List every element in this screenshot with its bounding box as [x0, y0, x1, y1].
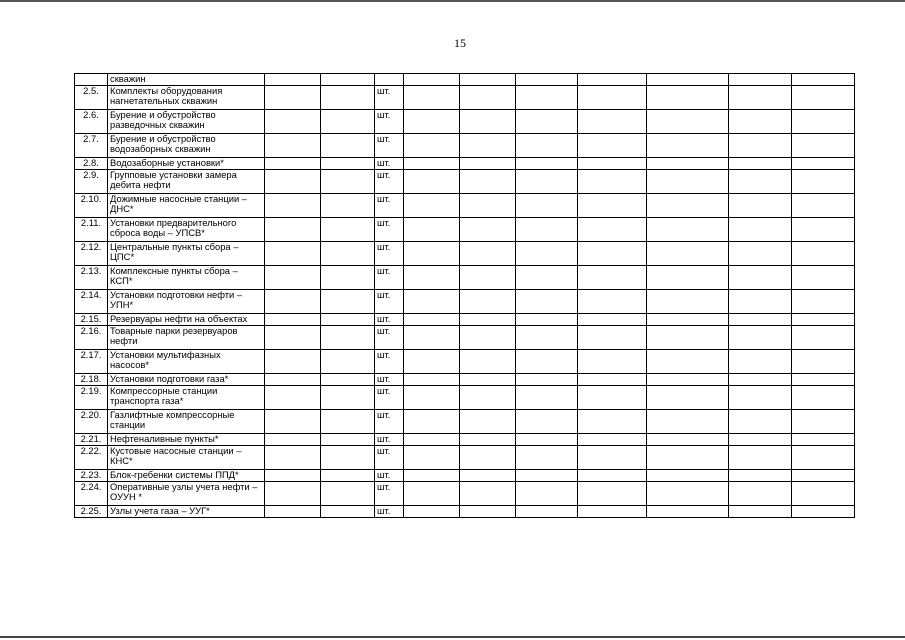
empty-cell — [578, 241, 647, 265]
row-number: 2.17. — [75, 349, 108, 373]
empty-cell — [647, 74, 729, 86]
empty-cell — [792, 74, 855, 86]
row-number: 2.12. — [75, 241, 108, 265]
empty-cell — [729, 373, 792, 385]
row-number: 2.24. — [75, 481, 108, 505]
row-unit: шт. — [375, 505, 404, 517]
empty-cell — [729, 313, 792, 325]
empty-cell — [792, 445, 855, 469]
empty-cell — [578, 349, 647, 373]
empty-cell — [321, 409, 375, 433]
empty-cell — [460, 109, 516, 133]
row-number: 2.23. — [75, 469, 108, 481]
empty-cell — [460, 265, 516, 289]
empty-cell — [647, 409, 729, 433]
row-name: Установки подготовки нефти – УПН* — [108, 289, 265, 313]
row-unit: шт. — [375, 265, 404, 289]
top-border-line — [0, 0, 905, 2]
empty-cell — [265, 373, 321, 385]
empty-cell — [265, 169, 321, 193]
row-name: Кустовые насосные станции – КНС* — [108, 445, 265, 469]
empty-cell — [516, 373, 578, 385]
empty-cell — [460, 85, 516, 109]
empty-cell — [321, 217, 375, 241]
empty-cell — [265, 241, 321, 265]
empty-cell — [321, 325, 375, 349]
empty-cell — [647, 385, 729, 409]
empty-cell — [647, 445, 729, 469]
row-number: 2.13. — [75, 265, 108, 289]
table-body — [75, 74, 855, 518]
empty-cell — [404, 157, 460, 169]
table-row — [75, 157, 855, 169]
empty-cell — [729, 193, 792, 217]
empty-cell — [792, 481, 855, 505]
empty-cell — [460, 313, 516, 325]
table-row — [75, 469, 855, 481]
empty-cell — [729, 109, 792, 133]
row-unit: шт. — [375, 241, 404, 265]
row-number: 2.19. — [75, 385, 108, 409]
row-name: Компрессорные станции транспорта газа* — [108, 385, 265, 409]
empty-cell — [516, 409, 578, 433]
row-name: Оперативные узлы учета нефти – ОУУН * — [108, 481, 265, 505]
empty-cell — [792, 409, 855, 433]
empty-cell — [516, 313, 578, 325]
empty-cell — [404, 481, 460, 505]
row-name: Групповые установки замера дебита нефти — [108, 169, 265, 193]
empty-cell — [516, 289, 578, 313]
empty-cell — [460, 445, 516, 469]
empty-cell — [729, 133, 792, 157]
empty-cell — [647, 169, 729, 193]
row-name: Центральные пункты сбора – ЦПС* — [108, 241, 265, 265]
empty-cell — [404, 289, 460, 313]
empty-cell — [460, 133, 516, 157]
empty-cell — [729, 445, 792, 469]
empty-cell — [578, 133, 647, 157]
empty-cell — [729, 469, 792, 481]
empty-cell — [516, 433, 578, 445]
table-row — [75, 433, 855, 445]
row-unit — [375, 74, 404, 86]
row-name: Узлы учета газа – УУГ* — [108, 505, 265, 517]
empty-cell — [792, 193, 855, 217]
row-unit: шт. — [375, 109, 404, 133]
empty-cell — [321, 109, 375, 133]
table-row — [75, 289, 855, 313]
table-row — [75, 169, 855, 193]
row-name: Дожимные насосные станции – ДНС* — [108, 193, 265, 217]
empty-cell — [516, 385, 578, 409]
empty-cell — [321, 445, 375, 469]
empty-cell — [321, 74, 375, 86]
row-number: 2.22. — [75, 445, 108, 469]
row-unit: шт. — [375, 133, 404, 157]
empty-cell — [460, 481, 516, 505]
table-row — [75, 74, 855, 86]
row-number: 2.7. — [75, 133, 108, 157]
row-name: Установки предварительного сброса воды – УПСВ* — [108, 217, 265, 241]
empty-cell — [404, 433, 460, 445]
row-unit: шт. — [375, 469, 404, 481]
empty-cell — [516, 349, 578, 373]
empty-cell — [729, 349, 792, 373]
table-row — [75, 505, 855, 517]
empty-cell — [647, 325, 729, 349]
empty-cell — [792, 169, 855, 193]
empty-cell — [516, 74, 578, 86]
row-unit: шт. — [375, 217, 404, 241]
empty-cell — [578, 313, 647, 325]
empty-cell — [578, 481, 647, 505]
empty-cell — [321, 289, 375, 313]
empty-cell — [404, 409, 460, 433]
table-row — [75, 241, 855, 265]
empty-cell — [729, 481, 792, 505]
empty-cell — [460, 157, 516, 169]
row-name: Товарные парки резервуаров нефти — [108, 325, 265, 349]
empty-cell — [647, 265, 729, 289]
empty-cell — [647, 289, 729, 313]
row-number: 2.5. — [75, 85, 108, 109]
table-row — [75, 193, 855, 217]
empty-cell — [321, 313, 375, 325]
empty-cell — [578, 373, 647, 385]
empty-cell — [265, 469, 321, 481]
table-row — [75, 373, 855, 385]
empty-cell — [647, 433, 729, 445]
row-unit: шт. — [375, 409, 404, 433]
empty-cell — [404, 349, 460, 373]
row-number: 2.6. — [75, 109, 108, 133]
empty-cell — [792, 109, 855, 133]
empty-cell — [729, 217, 792, 241]
empty-cell — [516, 85, 578, 109]
row-number: 2.21. — [75, 433, 108, 445]
row-name: Газлифтные компрессорные станции — [108, 409, 265, 433]
row-number: 2.11. — [75, 217, 108, 241]
empty-cell — [792, 217, 855, 241]
empty-cell — [647, 241, 729, 265]
empty-cell — [404, 133, 460, 157]
empty-cell — [404, 373, 460, 385]
table-row — [75, 349, 855, 373]
empty-cell — [516, 241, 578, 265]
empty-cell — [265, 325, 321, 349]
empty-cell — [404, 85, 460, 109]
empty-cell — [265, 409, 321, 433]
empty-cell — [265, 349, 321, 373]
empty-cell — [792, 85, 855, 109]
empty-cell — [321, 193, 375, 217]
empty-cell — [792, 433, 855, 445]
empty-cell — [792, 385, 855, 409]
empty-cell — [578, 445, 647, 469]
empty-cell — [578, 74, 647, 86]
table-row — [75, 481, 855, 505]
empty-cell — [792, 313, 855, 325]
table-row — [75, 445, 855, 469]
empty-cell — [321, 481, 375, 505]
page-number: 15 — [454, 36, 466, 50]
empty-cell — [265, 505, 321, 517]
empty-cell — [404, 193, 460, 217]
empty-cell — [265, 157, 321, 169]
empty-cell — [729, 433, 792, 445]
empty-cell — [404, 385, 460, 409]
row-unit: шт. — [375, 445, 404, 469]
empty-cell — [265, 193, 321, 217]
empty-cell — [265, 433, 321, 445]
empty-cell — [460, 469, 516, 481]
row-unit: шт. — [375, 157, 404, 169]
empty-cell — [404, 469, 460, 481]
row-name: Блок-гребенки системы ППД* — [108, 469, 265, 481]
empty-cell — [647, 193, 729, 217]
empty-cell — [647, 85, 729, 109]
empty-cell — [516, 157, 578, 169]
empty-cell — [792, 289, 855, 313]
empty-cell — [321, 157, 375, 169]
empty-cell — [647, 217, 729, 241]
row-number — [75, 74, 108, 86]
empty-cell — [516, 169, 578, 193]
row-unit: шт. — [375, 433, 404, 445]
empty-cell — [729, 85, 792, 109]
empty-cell — [729, 385, 792, 409]
row-name: Резервуары нефти на объектах — [108, 313, 265, 325]
empty-cell — [729, 325, 792, 349]
table-row — [75, 265, 855, 289]
row-unit: шт. — [375, 481, 404, 505]
empty-cell — [729, 241, 792, 265]
table-row — [75, 385, 855, 409]
row-number: 2.18. — [75, 373, 108, 385]
table-row — [75, 409, 855, 433]
empty-cell — [460, 409, 516, 433]
row-number: 2.10. — [75, 193, 108, 217]
empty-cell — [404, 241, 460, 265]
empty-cell — [516, 109, 578, 133]
row-number: 2.16. — [75, 325, 108, 349]
empty-cell — [265, 445, 321, 469]
empty-cell — [460, 241, 516, 265]
empty-cell — [578, 505, 647, 517]
empty-cell — [647, 481, 729, 505]
empty-cell — [404, 505, 460, 517]
data-table — [74, 73, 855, 518]
empty-cell — [460, 385, 516, 409]
row-unit: шт. — [375, 325, 404, 349]
row-name: Комплекты оборудования нагнетательных скважин — [108, 85, 265, 109]
empty-cell — [460, 217, 516, 241]
row-unit: шт. — [375, 193, 404, 217]
empty-cell — [460, 505, 516, 517]
empty-cell — [265, 217, 321, 241]
empty-cell — [265, 481, 321, 505]
empty-cell — [729, 289, 792, 313]
empty-cell — [729, 74, 792, 86]
row-unit: шт. — [375, 349, 404, 373]
row-name: Комплексные пункты сбора – КСП* — [108, 265, 265, 289]
row-number: 2.8. — [75, 157, 108, 169]
empty-cell — [516, 133, 578, 157]
empty-cell — [265, 109, 321, 133]
empty-cell — [321, 373, 375, 385]
empty-cell — [792, 133, 855, 157]
row-unit: шт. — [375, 169, 404, 193]
empty-cell — [404, 265, 460, 289]
empty-cell — [516, 265, 578, 289]
empty-cell — [460, 74, 516, 86]
bottom-border-line — [0, 636, 905, 638]
table-row — [75, 85, 855, 109]
empty-cell — [647, 349, 729, 373]
row-name: Водозаборные установки* — [108, 157, 265, 169]
empty-cell — [321, 349, 375, 373]
empty-cell — [404, 74, 460, 86]
row-number: 2.14. — [75, 289, 108, 313]
empty-cell — [321, 169, 375, 193]
row-number: 2.15. — [75, 313, 108, 325]
row-name: Бурение и обустройство разведочных скважин — [108, 109, 265, 133]
empty-cell — [647, 505, 729, 517]
empty-cell — [265, 265, 321, 289]
empty-cell — [792, 241, 855, 265]
row-name: Нефтеналивные пункты* — [108, 433, 265, 445]
row-unit: шт. — [375, 313, 404, 325]
empty-cell — [792, 505, 855, 517]
table-row — [75, 325, 855, 349]
empty-cell — [460, 325, 516, 349]
empty-cell — [265, 133, 321, 157]
empty-cell — [321, 85, 375, 109]
row-name: Бурение и обустройство водозаборных скважин — [108, 133, 265, 157]
empty-cell — [647, 109, 729, 133]
empty-cell — [792, 157, 855, 169]
empty-cell — [516, 505, 578, 517]
empty-cell — [729, 505, 792, 517]
empty-cell — [265, 289, 321, 313]
row-name: Установки подготовки газа* — [108, 373, 265, 385]
empty-cell — [578, 85, 647, 109]
empty-cell — [578, 433, 647, 445]
empty-cell — [265, 85, 321, 109]
empty-cell — [460, 433, 516, 445]
empty-cell — [404, 445, 460, 469]
empty-cell — [516, 217, 578, 241]
table-row — [75, 133, 855, 157]
empty-cell — [578, 193, 647, 217]
empty-cell — [578, 109, 647, 133]
empty-cell — [404, 325, 460, 349]
empty-cell — [460, 169, 516, 193]
empty-cell — [792, 373, 855, 385]
table-row — [75, 109, 855, 133]
row-unit: шт. — [375, 85, 404, 109]
empty-cell — [516, 193, 578, 217]
empty-cell — [404, 169, 460, 193]
empty-cell — [321, 469, 375, 481]
empty-cell — [265, 313, 321, 325]
empty-cell — [729, 265, 792, 289]
empty-cell — [578, 469, 647, 481]
empty-cell — [792, 349, 855, 373]
empty-cell — [578, 289, 647, 313]
empty-cell — [647, 313, 729, 325]
empty-cell — [647, 157, 729, 169]
empty-cell — [729, 169, 792, 193]
empty-cell — [516, 325, 578, 349]
empty-cell — [321, 241, 375, 265]
empty-cell — [647, 469, 729, 481]
empty-cell — [321, 265, 375, 289]
empty-cell — [404, 217, 460, 241]
empty-cell — [460, 349, 516, 373]
empty-cell — [729, 157, 792, 169]
empty-cell — [578, 217, 647, 241]
row-unit: шт. — [375, 289, 404, 313]
empty-cell — [647, 133, 729, 157]
row-number: 2.25. — [75, 505, 108, 517]
empty-cell — [321, 133, 375, 157]
empty-cell — [578, 325, 647, 349]
empty-cell — [729, 409, 792, 433]
row-unit: шт. — [375, 385, 404, 409]
empty-cell — [460, 193, 516, 217]
empty-cell — [321, 433, 375, 445]
empty-cell — [792, 325, 855, 349]
empty-cell — [404, 109, 460, 133]
empty-cell — [792, 469, 855, 481]
empty-cell — [460, 373, 516, 385]
row-unit: шт. — [375, 373, 404, 385]
empty-cell — [578, 385, 647, 409]
empty-cell — [647, 373, 729, 385]
table-row — [75, 217, 855, 241]
empty-cell — [265, 74, 321, 86]
empty-cell — [321, 505, 375, 517]
empty-cell — [516, 469, 578, 481]
empty-cell — [578, 157, 647, 169]
empty-cell — [578, 265, 647, 289]
row-name: скважин — [108, 74, 265, 86]
empty-cell — [516, 445, 578, 469]
empty-cell — [404, 313, 460, 325]
empty-cell — [265, 385, 321, 409]
table-row — [75, 313, 855, 325]
row-number: 2.9. — [75, 169, 108, 193]
empty-cell — [578, 409, 647, 433]
row-name: Установки мультифазных насосов* — [108, 349, 265, 373]
empty-cell — [578, 169, 647, 193]
row-number: 2.20. — [75, 409, 108, 433]
empty-cell — [460, 289, 516, 313]
empty-cell — [516, 481, 578, 505]
empty-cell — [321, 385, 375, 409]
empty-cell — [792, 265, 855, 289]
